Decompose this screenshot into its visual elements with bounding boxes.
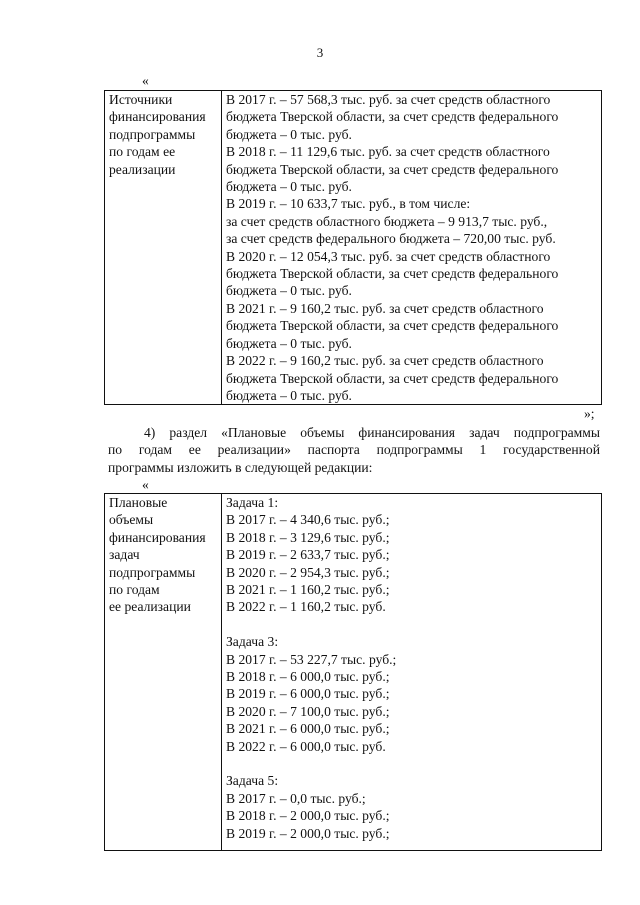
task-year-line: В 2017 г. – 4 340,6 тыс. руб.; <box>226 512 390 528</box>
content-line: за счет средств федерального бюджета – 720,00 тыс. руб. <box>226 231 556 247</box>
task-year-line: В 2018 г. – 3 129,6 тыс. руб.; <box>226 529 390 545</box>
planned-financing-table <box>104 493 602 851</box>
paragraph-line: по годам ее реализации» паспорта подпрограммы 1 государственной <box>108 442 600 458</box>
planned-financing-content-cell <box>222 494 602 851</box>
task-year-line: В 2021 г. – 6 000,0 тыс. руб.; <box>226 721 390 737</box>
task-year-line: В 2019 г. – 2 633,7 тыс. руб.; <box>226 547 390 563</box>
content-line: бюджета Тверской области, за счет средств федерального <box>226 161 559 177</box>
label-line: подпрограммы <box>109 564 196 580</box>
task-title: Задача 5: <box>226 773 279 789</box>
task-year-line: В 2017 г. – 0,0 тыс. руб.; <box>226 790 366 806</box>
label-line: объемы <box>109 512 154 528</box>
content-line: В 2020 г. – 12 054,3 тыс. руб. за счет средств областного <box>226 248 551 264</box>
content-line: В 2022 г. – 9 160,2 тыс. руб. за счет средств областного <box>226 353 544 369</box>
content-line: бюджета – 0 тыс. руб. <box>226 179 352 195</box>
page-number: 3 <box>316 45 324 60</box>
opening-quote-2: « <box>142 477 149 492</box>
label-line: Плановые <box>109 495 168 510</box>
label-line: по годам ее <box>109 144 176 160</box>
label-line: ее реализации <box>109 599 191 615</box>
content-line: за счет средств областного бюджета – 9 913,7 тыс. руб., <box>226 213 548 229</box>
opening-quote-1: « <box>142 73 149 88</box>
task-year-line: В 2018 г. – 6 000,0 тыс. руб.; <box>226 669 390 685</box>
content-line: бюджета Тверской области, за счет средств федерального <box>226 318 559 334</box>
content-line: В 2021 г. – 9 160,2 тыс. руб. за счет средств областного <box>226 300 544 316</box>
paragraph-line: программы изложить в следующей редакции: <box>108 459 373 475</box>
task-year-line: В 2022 г. – 6 000,0 тыс. руб. <box>226 738 386 754</box>
label-line: задач <box>109 547 140 563</box>
label-line: финансирования <box>109 529 206 545</box>
content-line: бюджета – 0 тыс. руб. <box>226 335 352 351</box>
task-year-line: В 2018 г. – 2 000,0 тыс. руб.; <box>226 808 390 824</box>
paragraph-line: 4) раздел «Плановые объемы финансирования задач подпрограммы <box>144 425 600 440</box>
content-line: В 2019 г. – 10 633,7 тыс. руб., в том числе: <box>226 196 471 212</box>
content-line: бюджета Тверской области, за счет средств федерального <box>226 109 559 125</box>
financing-sources-label-cell <box>105 91 222 405</box>
content-line: В 2018 г. – 11 129,6 тыс. руб. за счет средств областного <box>226 144 550 160</box>
label-line: по годам <box>109 582 160 598</box>
content-line: бюджета Тверской области, за счет средств федерального <box>226 266 559 282</box>
content-line: бюджета – 0 тыс. руб. <box>226 126 352 142</box>
task-title: Задача 3: <box>226 634 279 650</box>
label-line: подпрограммы <box>109 126 196 142</box>
task-year-line: В 2017 г. – 53 227,7 тыс. руб.; <box>226 651 397 667</box>
financing-sources-content-cell <box>222 91 602 405</box>
task-year-line: В 2020 г. – 7 100,0 тыс. руб.; <box>226 703 390 719</box>
task-title: Задача 1: <box>226 495 279 510</box>
task-year-line: В 2019 г. – 6 000,0 тыс. руб.; <box>226 686 390 702</box>
content-line: бюджета Тверской области, за счет средств федерального <box>226 370 559 386</box>
closing-quote: »; <box>584 406 595 421</box>
label-line: финансирования <box>109 109 206 125</box>
content-line: бюджета – 0 тыс. руб. <box>226 283 352 299</box>
label-line: Источники <box>109 92 173 107</box>
amendment-paragraph <box>108 424 600 476</box>
financing-sources-table <box>104 90 602 405</box>
task-year-line: В 2021 г. – 1 160,2 тыс. руб.; <box>226 582 390 598</box>
label-line: реализации <box>109 161 176 177</box>
planned-financing-label-cell <box>105 494 222 851</box>
task-year-line: В 2022 г. – 1 160,2 тыс. руб. <box>226 599 386 615</box>
content-line: бюджета – 0 тыс. руб. <box>226 387 352 403</box>
task-year-line: В 2020 г. – 2 954,3 тыс. руб.; <box>226 564 390 580</box>
task-year-line: В 2019 г. – 2 000,0 тыс. руб.; <box>226 825 390 841</box>
content-line: В 2017 г. – 57 568,3 тыс. руб. за счет средств областного <box>226 92 551 107</box>
